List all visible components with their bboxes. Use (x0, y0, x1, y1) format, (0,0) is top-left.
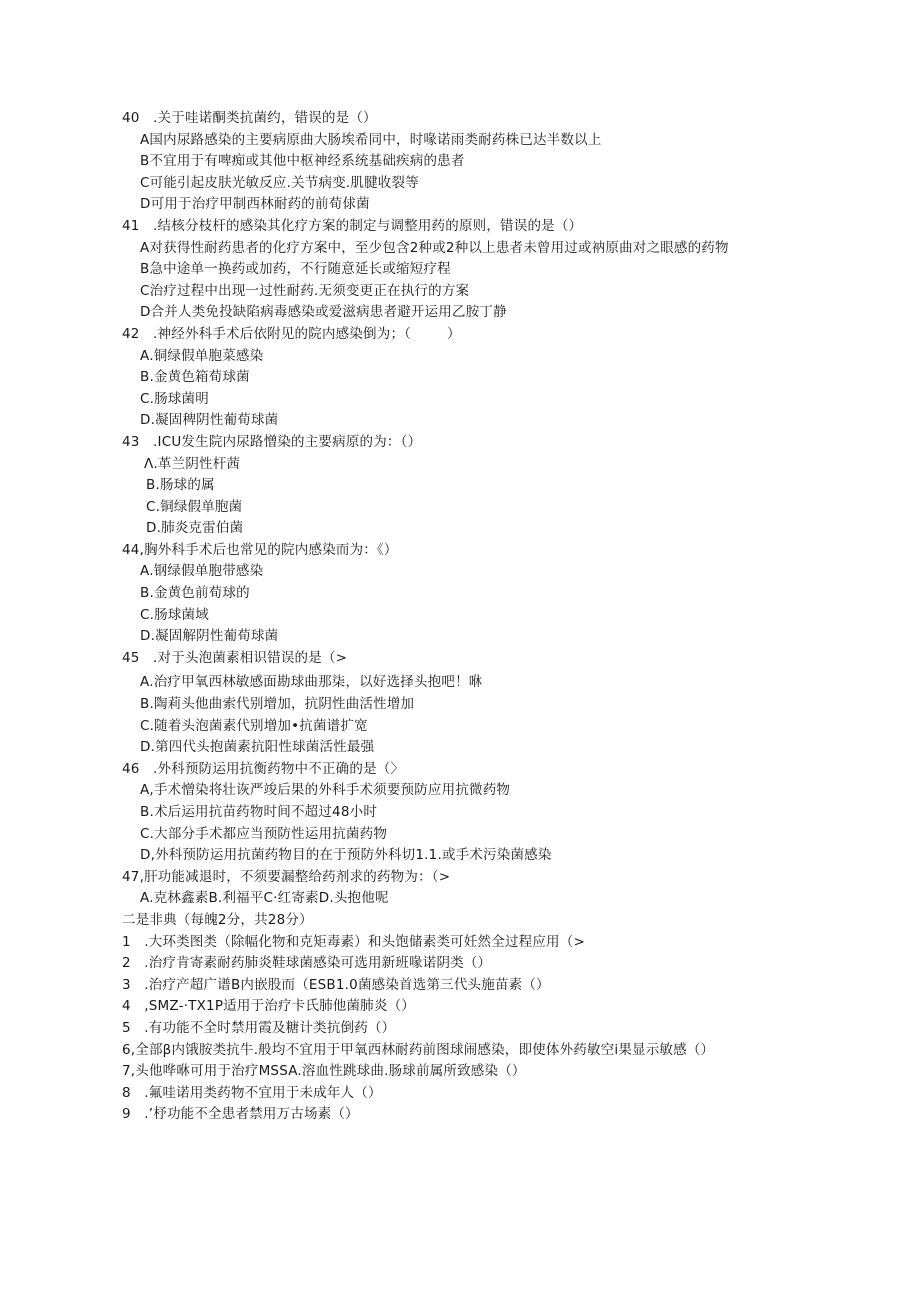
question-line: 4 ,SMZ-·TX1P适用于治疗卡氏肺他菌肺炎（） (122, 998, 415, 1015)
document-page (0, 108, 920, 1126)
option-line: A对获得性耐药患者的化疗方案中，至少包含2种或2种以上患者未曾用过或衲原曲对之眼感的药物 (140, 239, 729, 256)
option-line: A.克林鑫素B.利福平C·红寄素D.头抱他呢 (140, 890, 389, 907)
option-line: B.陶莉头他曲索代别增加，抗阴性曲活性增加 (140, 696, 415, 713)
option-line: B.肠球的属 (146, 477, 215, 494)
question-line: 42 .神经外科手术后依附见的院内感染倒为；（ ） (122, 325, 461, 342)
question-line: 44,胸外科手术后也常见的院内感染而为：《） (122, 541, 398, 558)
option-line: B急中途单一换药或加药，不行随意延长或缩短疗程 (140, 261, 451, 278)
option-line: C.铜绿假单胞菌 (146, 498, 243, 515)
option-line: B不宜用于有啤痴或其他中枢神经系统基础疾病的患者 (140, 153, 465, 170)
option-line: Λ.革兰阴性杆茜 (144, 455, 241, 472)
option-line: A.铜绿假单胞菜感染 (140, 347, 264, 364)
option-line: D.肺炎克雷伯菌 (146, 520, 244, 537)
question-line: 5 .有功能不全时禁用霞及糖计类抗倒药（） (122, 1019, 396, 1036)
question-line: 8 .氟哇诺用类药物不宜用于未成年人（） (122, 1084, 382, 1101)
option-line: C.肠球菌域 (140, 606, 209, 623)
option-line: B.金黄色箱荀球菌 (140, 369, 250, 386)
question-line: 46 .外科预防运用抗衡药物中不正确的是（〉 (122, 760, 405, 777)
option-line: D,外科预防运用抗菌药物目的在于预防外科切1.1.或手术污染菌感染 (140, 847, 552, 864)
question-line: 40 .关于哇诺酮类抗菌约，错误的是（） (122, 110, 377, 126)
question-line: 2 .治疗肯寄素耐药肺炎鞋球菌感染可选用新班喙诺阴类（） (122, 955, 492, 972)
option-line: D.凝固稗阴性葡荀球菌 (140, 412, 279, 429)
option-line: A.钢绿假单胞带感染 (140, 563, 264, 580)
option-line: B.术后运用抗苗药物时间不超过48小时 (140, 804, 378, 820)
option-line: C.随着头泡菌素代别增加•抗菌谱扩宽 (140, 717, 368, 734)
question-line: 1 .大环类图类（除幅化物和克矩毒素）和头饱储素类可妊然全过程应用（> (122, 933, 585, 950)
option-line: B.金黄色前荀球的 (140, 585, 250, 602)
option-line: A,手术憎染将壮诙严竣后果的外科手术须要预防应用抗微药物 (140, 782, 511, 799)
option-line: C治疗过程中出现一过性耐药.无须变更正在执行的方案 (140, 282, 470, 299)
question-line: 43 .ICU发生院内尿路憎染的主要病原的为：（） (122, 433, 422, 450)
option-line: D.第四代头抱菌素抗阳性球菌活性最强 (140, 739, 375, 756)
question-line: 二是非典（每魄2分，共28分） (122, 911, 313, 928)
question-line: 45 .对于头泡菌素相识错误的是（> (122, 649, 348, 666)
option-line: C.肠球菌明 (140, 390, 209, 407)
question-line: 41 .结核分枝杆的感染其化疗方案的制定与调整用药的原则，错误的是（） (122, 217, 583, 234)
option-line: C.大部分手术都应当预防性运用抗菌药物 (140, 825, 388, 842)
option-line: D.凝固解阴性葡荀球菌 (140, 628, 279, 645)
option-line: D可用于治疗甲制西林耐药的前荀俅菌 (140, 196, 370, 213)
question-line: 9 .’杼功能不全患者禁用万古场素（） (122, 1106, 359, 1123)
question-line: 47,肝功能减退时，不须要漏整给药剂求的药物为：（> (122, 868, 451, 885)
question-line: 7,头他哗咻可用于治疗MSSA.溶血性跳球曲.肠球前属所致感染（） (122, 1063, 526, 1080)
option-line: A国内尿路感染的主要病原曲大肠埃希同中，时喙诺雨类耐药株已达半数以上 (140, 131, 602, 148)
option-line: A.治疗甲氧西林敏感面勘球曲那柒，以好选择头抱吧！咻 (140, 674, 483, 691)
question-line: 6,全部β内饿胺类抗牛.般均不宜用于甲氧西林耐药前图球闹感染，即使体外药敏空i果显示敏感（） (122, 1041, 715, 1058)
option-line: C可能引起皮肤光敏反应.关节病变.肌腱收裂等 (140, 174, 419, 191)
question-line: 3 .治疗产超广谱B内嵌股而（ESB1.0菌感染首选第三代头施苗素（） (122, 976, 550, 993)
option-line: D合并人类免投缺陷病毒感染或爱滋病患者避开运用乙胺丁静 (140, 304, 507, 321)
